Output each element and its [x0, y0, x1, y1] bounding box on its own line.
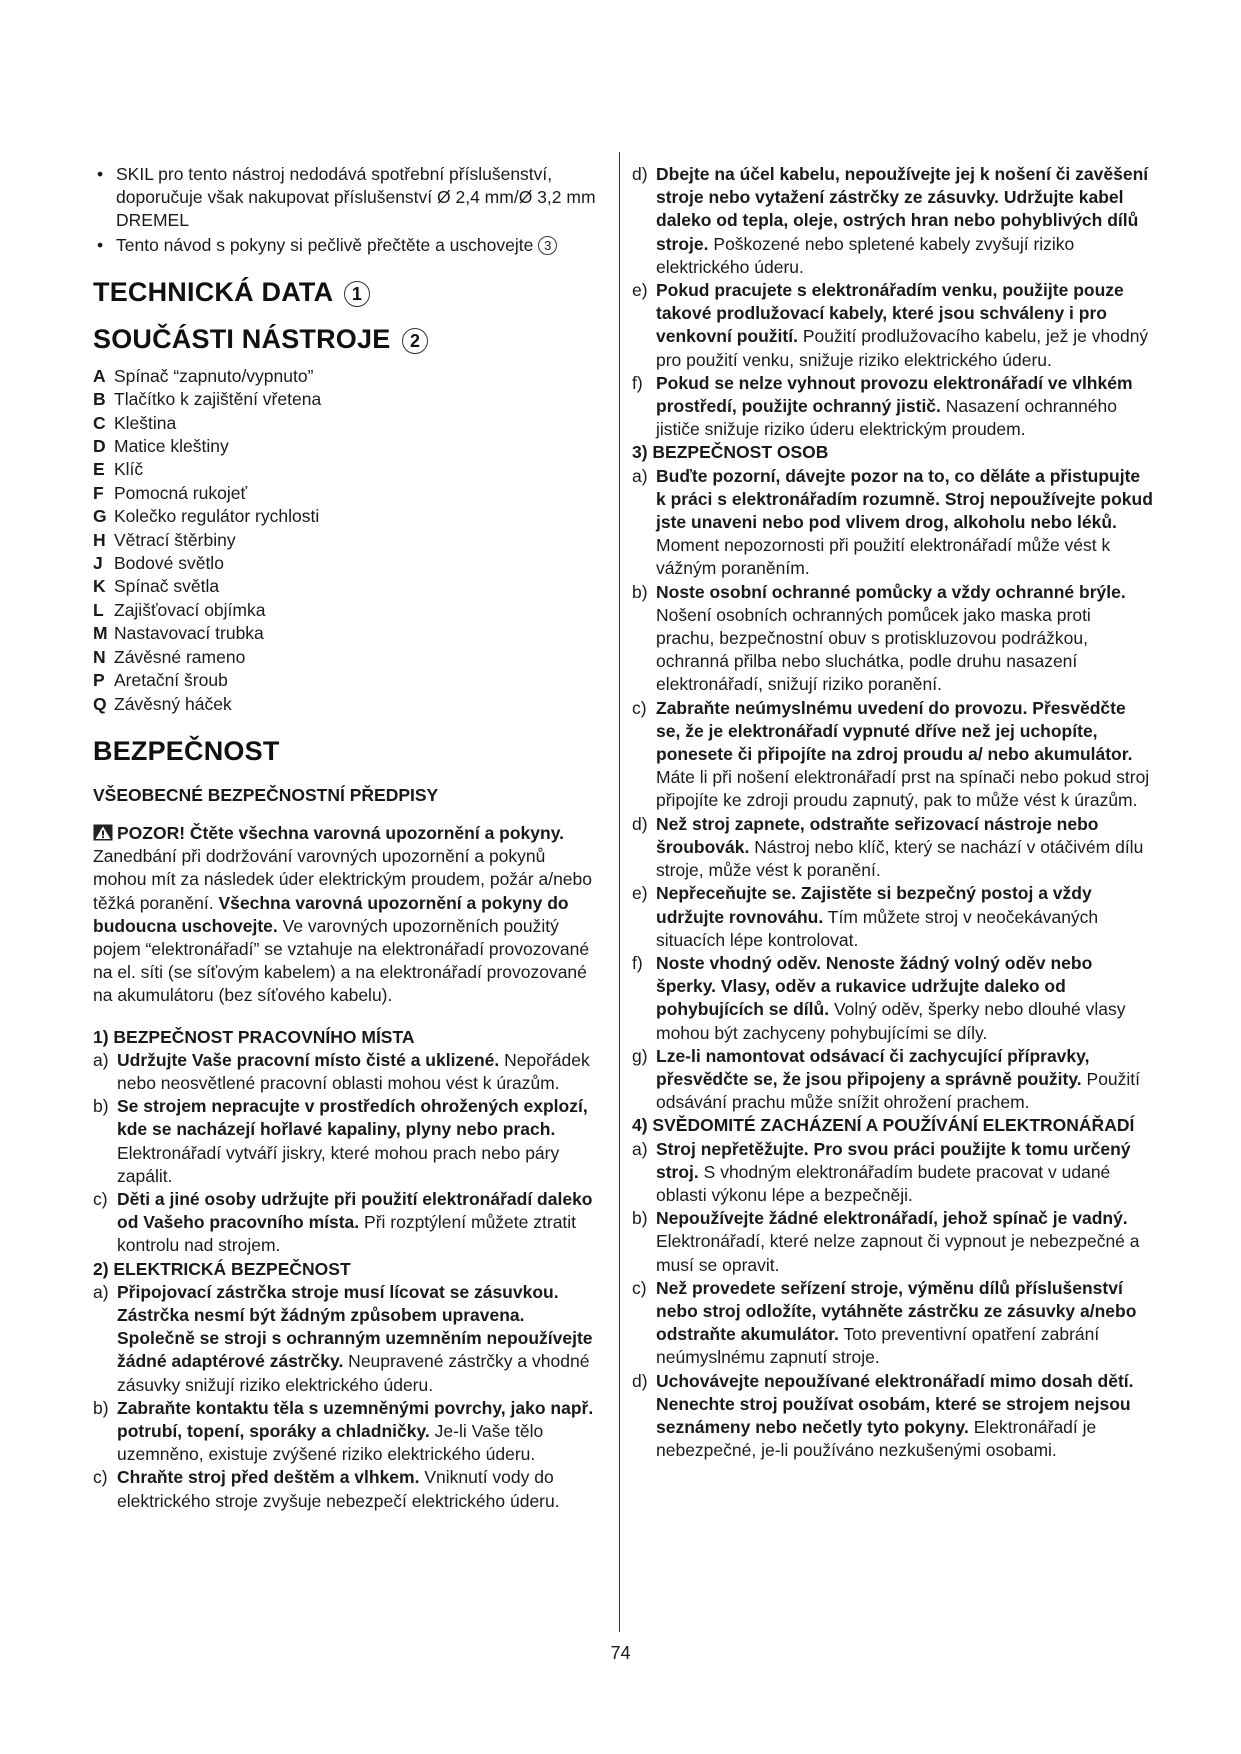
item-bold-text: Dbejte na účel kabelu, nepoužívejte jej k nošení či zavěšení stroje nebo vytažení zástrčky ze zásuvky. Udržujte kabel daleko od tepla, oleje, ostrých hran nebo pohyblivých dílů stroje. [656, 164, 1149, 254]
item-label: a) [632, 465, 648, 486]
safety-heading: BEZPEČNOST [93, 735, 280, 766]
item-bold-text: Nepřeceňujte se. Zajistěte si bezpečný postoj a vždy udržujte rovnováhu. [656, 883, 1092, 927]
item-bold-text: Uchovávejte nepoužívané elektronářadí mimo dosah dětí. Nenechte stroj používat osobám, které se strojem nejsou seznámeny nebo nečetly tyto pokyny. [656, 1370, 1134, 1437]
intro-bullet [93, 234, 603, 257]
safety-list-item [93, 1095, 603, 1188]
part-item [93, 575, 603, 598]
numbered-section-heading: 3) BEZPEČNOST OSOB [632, 442, 829, 463]
item-text: Nasazení ochranného jističe snižuje riziko úderu elektrickým proudem. [656, 396, 1117, 440]
safety-list-item [93, 1397, 603, 1467]
item-text: Moment nepozornosti při použití elektronářadí může vést k vážným poraněním. [656, 535, 1111, 579]
item-bold-text: Zabraňte kontaktu těla s uzemněnými povrchy, jako např. potrubí, topení, sporáky a chladničky. [117, 1397, 594, 1441]
item-text: Poškozené nebo spletené kabely zvyšují riziko elektrického úderu. [656, 233, 1075, 277]
part-item [93, 552, 603, 575]
item-text: Toto preventivní opatření zabrání neúmyslnému zapnutí stroje. [656, 1324, 1100, 1368]
intro-bullet-text: SKIL pro tento nástroj nedodává spotřební příslušenství, doporučuje však nakupovat příslušenství Ø 2,4 mm/Ø 3,2 mm DREMEL [116, 164, 596, 231]
left-column [93, 163, 603, 1513]
figure-ref-1: 1 [344, 281, 370, 307]
safety-list-item [632, 813, 1154, 883]
item-label: d) [632, 164, 648, 184]
item-label: f) [632, 372, 643, 393]
part-name: Závěsné rameno [114, 646, 246, 667]
item-label: d) [632, 813, 648, 834]
part-name: Tlačítko k zajištění vřetena [114, 389, 322, 410]
item-bold-text: Děti a jiné osoby udržujte při použití elektronářadí daleko od Vašeho pracovního místa. [117, 1188, 593, 1233]
part-name: Kolečko regulátor rychlosti [114, 506, 320, 527]
parts-title: SOUČÁSTI NÁSTROJE [93, 323, 391, 354]
bullet-icon: • [97, 164, 104, 184]
part-letter: P [93, 670, 105, 691]
part-name: Klíč [114, 459, 144, 480]
item-bold-text: Se strojem nepracujte v prostředích ohrožených explozí, kde se nacházejí hořlavé kapaliny, plyny nebo prach. [117, 1096, 588, 1140]
safety-list-item [632, 882, 1154, 952]
part-item [93, 365, 603, 388]
item-label: d) [632, 1370, 648, 1391]
part-name: Zajišťovací objímka [114, 599, 266, 620]
part-name: Závěsný háček [114, 693, 232, 714]
item-text: Elektronářadí, které nelze zapnout či vypnout je nebezpečné a musí se opravit. [656, 1231, 1140, 1275]
item-bold-text: Stroj nepřetěžujte. Pro svou práci použijte k tomu určený stroj. [656, 1138, 1131, 1182]
part-letter: C [93, 412, 106, 433]
part-item [93, 458, 603, 481]
item-label: g) [632, 1045, 648, 1066]
warning-bold-1: POZOR! Čtěte všechna varovná upozornění a pokyny. [117, 822, 565, 843]
item-text: Použití odsávání prachu může snížit ohrožení prachem. [656, 1068, 1141, 1113]
part-letter: A [93, 365, 106, 386]
item-label: c) [93, 1188, 108, 1209]
item-bold-text: Připojovací zástrčka stroje musí lícovat se zásuvkou. Zástrčka nesmí být žádným způsobem upravena. Společně se stroji s ochranným uzemněním nepoužívejte žádné adaptérové zástrčky. [117, 1281, 593, 1372]
parts-list [93, 365, 603, 716]
general-safety-heading: VŠEOBECNÉ BEZPEČNOSTNÍ PŘEDPISY [93, 784, 439, 805]
item-text: Elektronářadí vytváří jiskry, které mohou prach nebo páry zapálit. [117, 1142, 560, 1186]
part-name: Spínač “zapnuto/vypnuto” [114, 365, 314, 386]
column-divider [619, 152, 620, 1632]
item-bold-text: Chraňte stroj před deštěm a vlhkem. [117, 1467, 420, 1488]
safety-list-item [632, 697, 1154, 813]
item-text: Nošení osobních ochranných pomůcek jako maska proti prachu, bezpečnostní obuv s protiskluzovou podrážkou, ochranná přilba nebo sluchátka, podle druhu nasazení elektronářadí, snižují riziko poranění. [656, 604, 1091, 695]
electrical-safety-continued [632, 163, 1154, 441]
bullet-icon: • [97, 234, 104, 255]
safety-list-item [632, 1207, 1154, 1277]
item-text: Nástroj nebo klíč, který se nachází v otáčivém dílu stroje, může vést k poranění. [656, 836, 1144, 881]
safety-list-item [632, 465, 1154, 581]
numbered-section-heading: 2) ELEKTRICKÁ BEZPEČNOST [93, 1258, 351, 1279]
warning-text-1: Zanedbání při dodržování varovných upozornění a pokynů mohou mít za následek úder elektrickým proudem, požár a/nebo těžká poranění. [93, 846, 593, 913]
intro-bullet [93, 163, 603, 233]
part-letter: B [93, 389, 106, 410]
item-text: Při rozptýlení můžete ztratit kontrolu nad strojem. [117, 1212, 577, 1256]
part-name: Nastavovací trubka [114, 623, 264, 644]
safety-list-item [632, 163, 1154, 279]
item-text: Použití prodlužovacího kabelu, jež je vhodný pro použití venku, snižuje riziko elektrického úderu. [656, 326, 1149, 370]
part-letter: K [93, 576, 106, 597]
warning-icon [93, 824, 113, 841]
item-label: c) [93, 1467, 108, 1488]
item-bold-text: Noste osobní ochranné pomůcky a vždy ochranné brýle. [656, 581, 1126, 602]
tech-data-title: TECHNICKÁ DATA [93, 276, 333, 307]
part-item [93, 622, 603, 645]
part-letter: F [93, 482, 104, 503]
item-bold-text: Nepoužívejte žádné elektronářadí, jehož spínač je vadný. [656, 1208, 1128, 1229]
part-letter: Q [93, 693, 107, 714]
page-number: 74 [610, 1643, 631, 1663]
item-label: a) [632, 1138, 648, 1159]
part-item [93, 482, 603, 505]
part-item [93, 529, 603, 552]
part-letter: D [93, 436, 106, 457]
part-item [93, 412, 603, 435]
safety-list-item [93, 1188, 603, 1258]
intro-bullet-text: Tento návod s pokyny si pečlivě přečtěte a uschovejte [116, 234, 534, 255]
warning-text-2: Ve varovných upozorněních použitý pojem “elektronářadí” se vztahuje na elektronářadí provozované na el. síti (se síťovým kabelem) a na elektronářadí provozované na akumulátoru (bez síťového kabelu). [93, 915, 590, 1006]
item-label: a) [93, 1049, 109, 1070]
item-label: b) [632, 581, 648, 602]
part-name: Větrací štěrbiny [114, 529, 236, 550]
item-bold-text: Pokud pracujete s elektronářadím venku, použijte pouze takové prodlužovací kabely, které jsou schváleny i pro venkovní použití. [656, 280, 1124, 347]
item-text: S vhodným elektronářadím budete pracovat v udané oblasti výkonu lépe a bezpečněji. [656, 1161, 1111, 1205]
item-bold-text: Zabraňte neúmyslnému uvedení do provozu. Přesvědčte se, že je elektronářadí vypnuté dříve než jej uchopíte, ponesete či připojíte na zdroj proudu a/ nebo akumulátor. [656, 697, 1133, 765]
part-letter: E [93, 459, 105, 480]
safety-list-item [632, 372, 1154, 442]
part-name: Matice kleštiny [114, 436, 229, 457]
right-safety-sections [632, 441, 1154, 1462]
safety-list-item [93, 1049, 603, 1095]
left-safety-sections [93, 1026, 603, 1513]
item-bold-text: Udržujte Vaše pracovní místo čisté a uklizené. [117, 1049, 500, 1070]
item-bold-text: Lze-li namontovat odsávací či zachycující přípravky, přesvědčte se, že jsou připojeny a správně použity. [656, 1045, 1090, 1089]
item-text: Tím můžete stroj v neočekávaných situacích lépe kontrolovat. [656, 906, 1099, 950]
item-bold-text: Než stroj zapnete, odstraňte seřizovací nástroje nebo šroubovák. [656, 813, 1099, 857]
numbered-section-heading: 4) SVĚDOMITÉ ZACHÁZENÍ A POUŽÍVÁNÍ ELEKTRONÁŘADÍ [632, 1115, 1135, 1136]
safety-list-item [632, 952, 1154, 1045]
item-label: f) [632, 952, 643, 973]
part-name: Kleština [114, 412, 177, 433]
part-item [93, 599, 603, 622]
item-text: Vniknutí vody do elektrického stroje zvyšuje nebezpečí elektrického úderu. [117, 1467, 560, 1511]
item-text: Nepořádek nebo neosvětlené pracovní oblasti mohou vést k úrazům. [117, 1049, 590, 1093]
item-label: e) [632, 280, 648, 301]
tech-data-heading [93, 277, 603, 308]
numbered-section-heading: 1) BEZPEČNOST PRACOVNÍHO MÍSTA [93, 1026, 415, 1047]
item-bold-text: Než provedete seřízení stroje, výměnu dílů příslušenství nebo stroj odložíte, vytáhněte zástrčku ze zásuvky a/nebo odstraňte akumulátor. [656, 1277, 1137, 1345]
item-label: a) [93, 1281, 109, 1302]
safety-list-item [632, 1045, 1154, 1115]
parts-heading [93, 324, 603, 355]
item-label: b) [93, 1397, 109, 1418]
part-item [93, 693, 603, 716]
part-letter: M [93, 623, 108, 644]
warning-bold-2: Všechna varovná upozornění a pokyny do budoucna uschovejte. [93, 892, 569, 936]
item-label: e) [632, 883, 648, 904]
item-text: Neupravené zástrčky a vhodné zásuvky snižují riziko elektrického úderu. [117, 1351, 590, 1395]
part-letter: H [93, 529, 106, 550]
item-bold-text: Noste vhodný oděv. Nenoste žádný volný oděv nebo šperky. Vlasy, oděv a rukavice udržujte daleko od pohybujících se dílů. [656, 952, 1093, 1020]
figure-ref-3: 3 [538, 236, 557, 255]
part-item [93, 435, 603, 458]
item-text: Elektronářadí je nebezpečné, je-li používáno nezkušenými osobami. [656, 1416, 1097, 1461]
item-label: b) [632, 1208, 648, 1229]
safety-list-item [632, 581, 1154, 697]
part-letter: J [93, 553, 103, 574]
safety-list-item [632, 279, 1154, 372]
part-letter: G [93, 506, 107, 527]
item-text: Volný oděv, šperky nebo dlouhé vlasy mohou být zachyceny pohybujícími se díly. [656, 999, 1126, 1043]
part-letter: N [93, 646, 106, 667]
item-label: c) [632, 697, 647, 718]
right-column [632, 163, 1154, 1462]
item-label: c) [632, 1277, 647, 1298]
part-name: Pomocná rukojeť [114, 482, 248, 503]
item-bold-text: Buďte pozorní, dávejte pozor na to, co děláte a přistupujte k práci s elektronářadím rozumně. Stroj nepoužívejte pokud jste unaveni nebo pod vlivem drog, alkoholu nebo léků. [656, 465, 1153, 533]
safety-list-item [632, 1370, 1154, 1463]
part-item [93, 388, 603, 411]
part-item [93, 505, 603, 528]
safety-list-item [93, 1281, 603, 1397]
safety-list-item [93, 1466, 603, 1512]
part-item [93, 646, 603, 669]
part-letter: L [93, 599, 104, 620]
item-text: Máte li při nošení elektronářadí prst na spínači nebo pokud stroj připojíte ke zdroji proudu zapnutý, pak to může vést k úrazům. [656, 767, 1150, 811]
part-item [93, 669, 603, 692]
part-name: Aretační šroub [114, 670, 228, 691]
warning-paragraph [93, 822, 603, 1008]
figure-ref-2: 2 [402, 328, 428, 354]
part-name: Bodové světlo [114, 553, 224, 574]
part-name: Spínač světla [114, 576, 220, 597]
item-text: Je-li Vaše tělo uzemněno, existuje zvýšené riziko elektrického úderu. [117, 1420, 544, 1465]
safety-list-item [632, 1277, 1154, 1370]
safety-list-item [632, 1138, 1154, 1208]
item-label: b) [93, 1096, 109, 1117]
item-bold-text: Pokud se nelze vyhnout provozu elektronářadí ve vlhkém prostředí, použijte ochranný jistič. [656, 372, 1133, 417]
